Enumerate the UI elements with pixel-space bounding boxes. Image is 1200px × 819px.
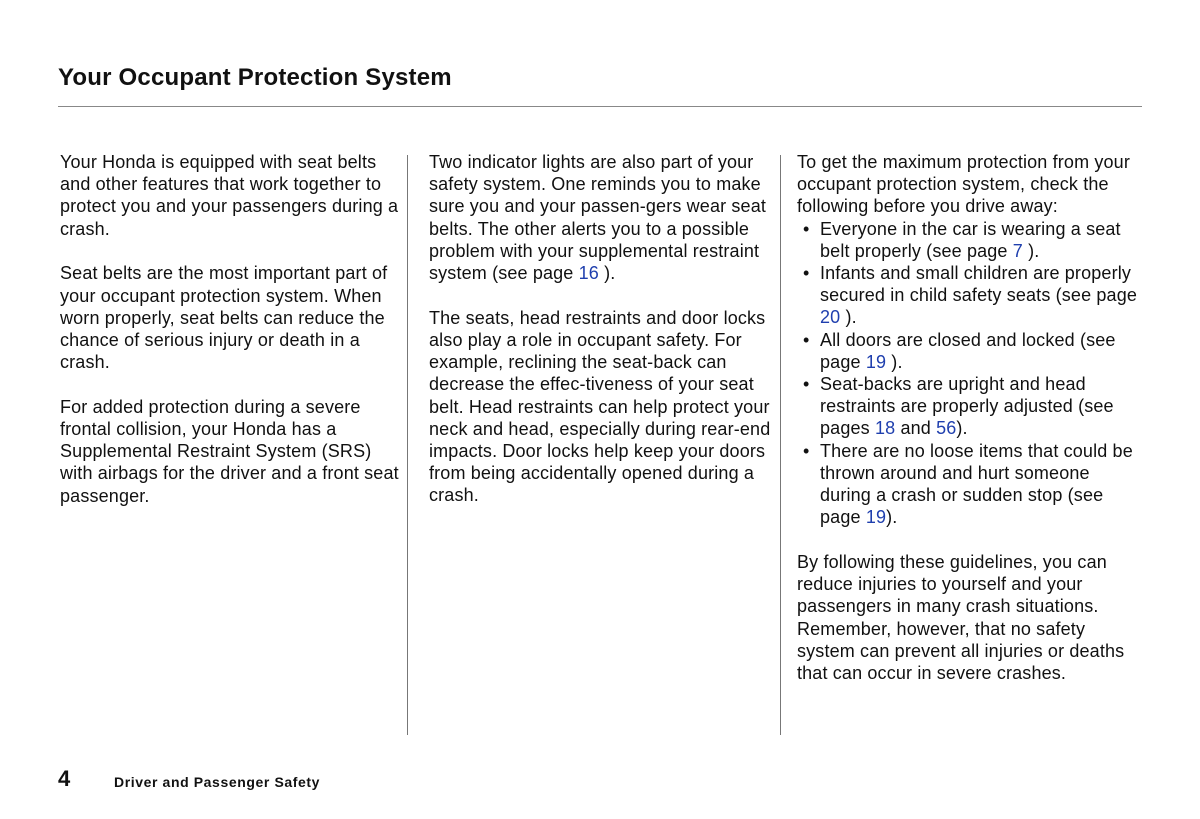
checklist <box>797 218 1142 529</box>
page-ref-close: ). <box>956 418 968 439</box>
checklist-item-text: Infants and small children are properly secured in child safety seats <box>820 263 1132 306</box>
bullet-icon: • <box>803 374 810 395</box>
paragraph-text: Two indicator lights are also part of your safety system. One reminds you to make sure you and your passen-gers wear seat belts. The other alerts you to a possible problem with your supplemental restraint system <box>429 152 767 284</box>
page-number: 4 <box>58 766 71 791</box>
paragraph-checklist-intro: To get the maximum protection from your occupant protection system, check the following before you drive away: <box>797 152 1130 217</box>
page-ref-close: ). <box>886 507 898 528</box>
page-ref-open: (see page <box>926 240 1008 261</box>
bullet-icon: • <box>803 263 810 284</box>
bullet-icon: • <box>803 218 810 239</box>
checklist-item-text: All doors are closed and locked <box>820 329 1075 350</box>
column-divider-2 <box>780 155 781 735</box>
checklist-item <box>797 440 1142 529</box>
page-ref-close: ). <box>1028 240 1040 261</box>
page-ref-link[interactable]: 7 <box>1012 240 1023 261</box>
checklist-item <box>797 262 1142 329</box>
page-ref-close: ). <box>891 351 903 372</box>
page-ref-close: ). <box>604 263 616 284</box>
page-title: Your Occupant Protection System <box>58 64 452 91</box>
page-ref-close: ). <box>845 307 857 328</box>
page-ref-open: (see page <box>492 263 574 284</box>
bullet-icon: • <box>803 440 810 461</box>
checklist-item-text: Everyone in the car is wearing a seat belt properly <box>820 218 1121 261</box>
page-ref-open: (see page <box>1055 285 1138 306</box>
paragraph-intro: Your Honda is equipped with seat belts and other features that work together to protect you and your passengers during a crash. <box>60 152 399 239</box>
checklist-item <box>797 373 1142 440</box>
section-title: Driver and Passenger Safety <box>114 774 321 790</box>
page-ref-and: and <box>900 418 931 439</box>
page-ref-open: (see page <box>820 329 1116 372</box>
paragraph-seats-locks: The seats, head restraints and door locks also play a role in occupant safety. For example, reclining the seat-back can decrease the effec-tiveness of your seat belt. Head restraints can help protect your neck and head, especially during rear-end impacts. Door locks help keep your doors from being accidentally opened during a crash. <box>429 307 771 506</box>
page-ref-link[interactable]: 19 <box>865 507 887 528</box>
checklist-item <box>797 329 1142 373</box>
checklist-item-text: There are no loose items that could be thrown around and hurt someone during a crash or sudden stop <box>820 440 1133 506</box>
column-3 <box>797 151 1142 684</box>
page-ref-link[interactable]: 16 <box>578 263 599 284</box>
checklist-item-text: Seat-backs are upright and head restraints are properly adjusted <box>820 374 1086 417</box>
title-rule <box>58 106 1142 107</box>
page-ref-open: (see page <box>820 485 1104 528</box>
column-divider-1 <box>407 155 408 735</box>
paragraph-closing: By following these guidelines, you can reduce injuries to yourself and your passengers in many crash situations. Remember, however, that no safety system can prevent all injuries or deaths that can occur in severe crashes. <box>797 551 1125 683</box>
page-ref-open: (see pages <box>820 396 1114 439</box>
page-ref-link[interactable]: 18 <box>874 418 896 439</box>
paragraph-srs: For added protection during a severe frontal collision, your Honda has a Supplemental Restraint System (SRS) with airbags for the driver and a front seat passenger. <box>60 396 399 506</box>
page-ref-link[interactable]: 56 <box>936 418 957 439</box>
paragraph-seat-belts: Seat belts are the most important part of your occupant protection system. When worn properly, seat belts can reduce the chance of serious injury or death in a crash. <box>60 263 388 373</box>
page-ref-link[interactable]: 19 <box>865 351 887 372</box>
column-1 <box>60 151 400 507</box>
page-ref-link[interactable]: 20 <box>820 307 841 328</box>
paragraph-indicator-lights <box>429 151 774 284</box>
column-2 <box>429 151 774 507</box>
checklist-item <box>797 218 1142 262</box>
bullet-icon: • <box>803 329 810 350</box>
